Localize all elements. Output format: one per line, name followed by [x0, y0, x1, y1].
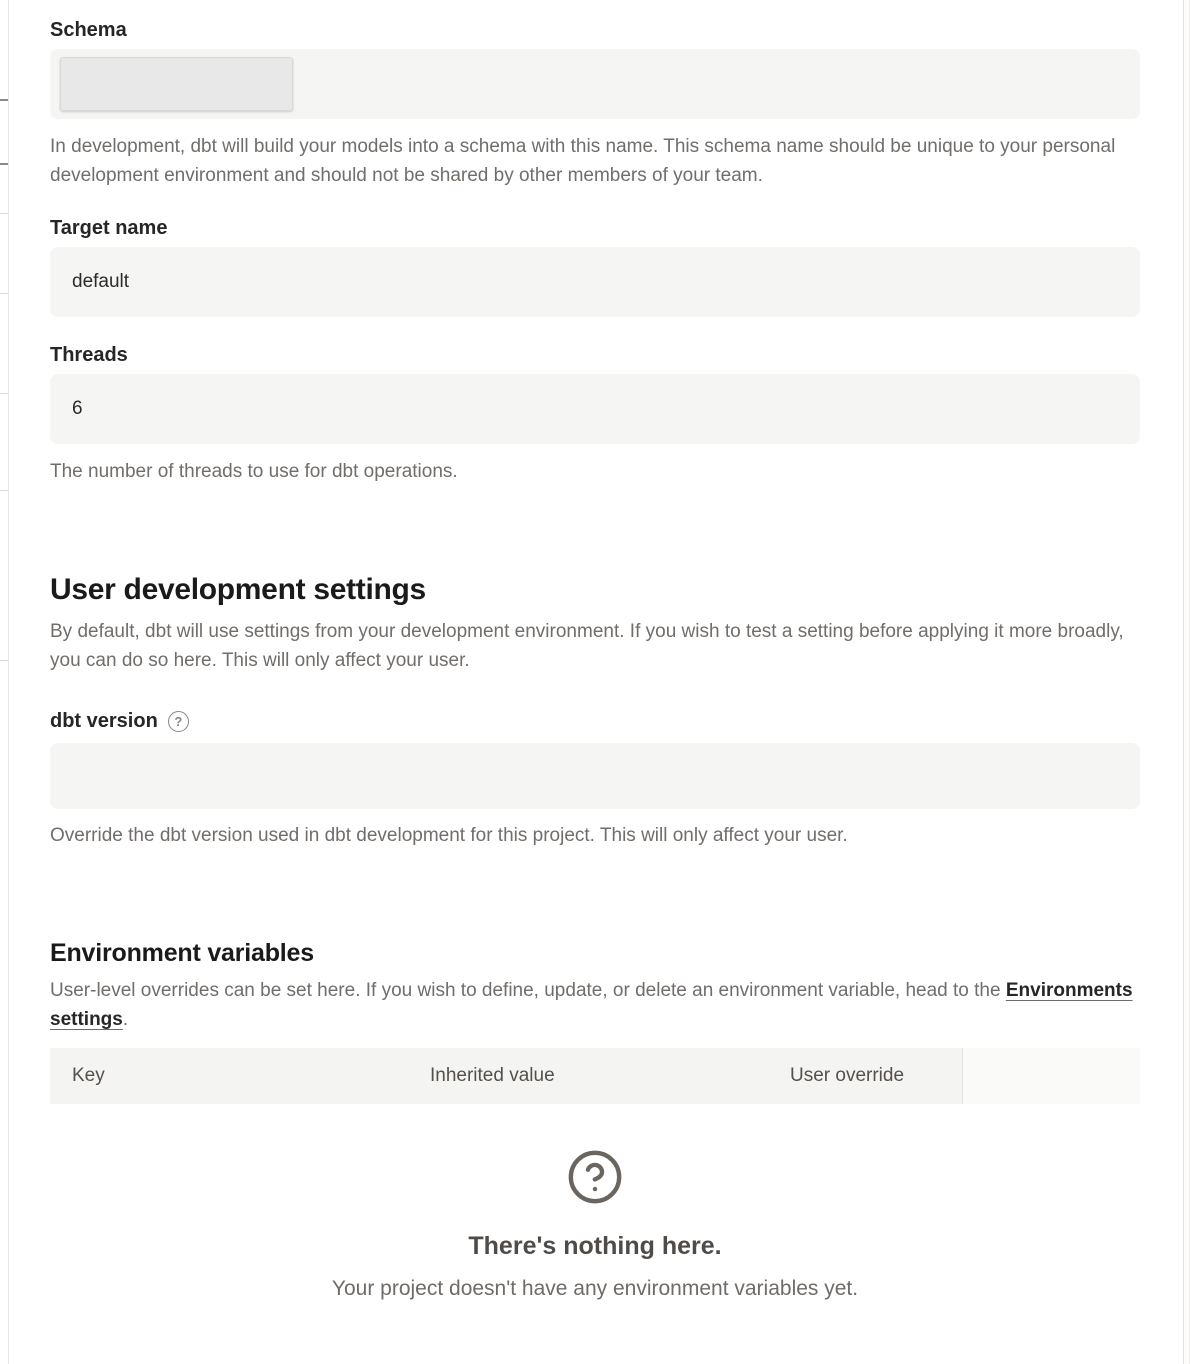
user-development-settings-title: User development settings	[50, 573, 426, 606]
gutter-tick	[0, 99, 8, 101]
gutter-tick	[0, 490, 8, 491]
threads-help-text: The number of threads to use for dbt operations.	[50, 461, 458, 482]
threads-label: Threads	[50, 344, 128, 366]
help-circle-icon[interactable]: ?	[168, 711, 189, 732]
empty-state	[50, 1148, 1140, 1301]
column-header-key: Key	[72, 1065, 105, 1086]
environments-settings-link[interactable]: Environments settings	[50, 980, 1133, 1030]
gutter-tick	[0, 163, 8, 165]
gutter-tick	[0, 393, 8, 394]
scrollbar[interactable]	[1183, 0, 1190, 1364]
gutter-tick	[0, 213, 8, 214]
user-development-settings-description: By default, dbt will use settings from your development environment. If you wish to test a setting before applying it more broadly, you can do so here. This will only affect your user.	[50, 621, 1124, 671]
empty-state-subtitle: Your project doesn't have any environment variables yet.	[331, 1277, 859, 1300]
settings-form	[50, 0, 1140, 1301]
target-name-label: Target name	[50, 217, 168, 239]
left-panel-edge	[0, 0, 9, 1364]
env-variables-table-header	[50, 1048, 1140, 1104]
environment-variables-description-suffix: .	[122, 1009, 129, 1030]
gutter-tick	[0, 660, 8, 661]
column-header-inherited-value: Inherited value	[430, 1065, 555, 1086]
environment-variables-description-prefix: User-level overrides can be set here. If you wish to define, update, or delete an environment variable, head to the	[50, 980, 1006, 1001]
dbt-version-label	[50, 709, 1140, 733]
gutter-tick	[0, 293, 8, 294]
schema-label: Schema	[50, 19, 127, 41]
schema-redacted-value	[60, 57, 293, 111]
dbt-version-label-text: dbt version	[50, 710, 158, 732]
schema-input[interactable]	[50, 49, 1140, 119]
dbt-version-help-text: Override the dbt version used in dbt development for this project. This will only affect your user.	[50, 825, 848, 846]
column-header-user-override: User override	[790, 1065, 905, 1086]
help-circle-icon	[566, 1148, 624, 1206]
target-name-input[interactable]	[50, 247, 1140, 317]
environment-variables-description	[50, 976, 1140, 1034]
column-header-actions	[962, 1048, 1140, 1104]
threads-input[interactable]	[50, 374, 1140, 444]
schema-help-text: In development, dbt will build your models into a schema with this name. This schema name should be unique to your personal development environment and should not be shared by other members of your team.	[50, 136, 1116, 186]
dbt-version-input[interactable]	[50, 743, 1140, 809]
environment-variables-title: Environment variables	[50, 939, 314, 967]
empty-state-title: There's nothing here.	[468, 1232, 722, 1260]
